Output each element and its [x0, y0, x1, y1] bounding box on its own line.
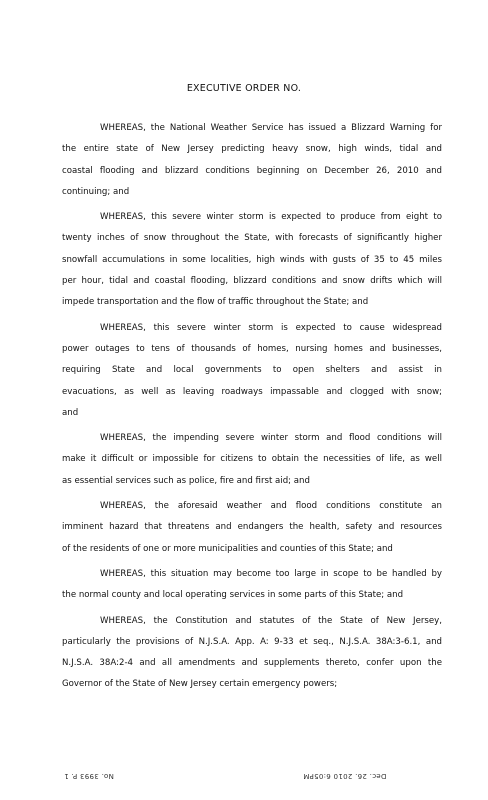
- text-line: N.J.S.A. 38A:2-4 and all amendments and supplements thereto, confer upon the: [62, 658, 442, 669]
- text-line: WHEREAS, the impending severe winter storm and flood conditions will: [100, 433, 442, 444]
- text-line: imminent hazard that threatens and endangers the health, safety and resources: [62, 522, 442, 533]
- text-line: requiring State and local governments to open shelters and assist in: [62, 365, 442, 376]
- text-line: WHEREAS, the aforesaid weather and flood conditions constitute an: [100, 501, 442, 512]
- text-line: Governor of the State of New Jersey certain emergency powers;: [62, 679, 338, 690]
- text-line: WHEREAS, this severe winter storm is expected to cause widespread: [100, 322, 442, 333]
- text-line: the entire state of New Jersey predicting heavy snow, high winds, tidal and: [62, 144, 442, 155]
- whereas-paragraph-4: [62, 428, 442, 492]
- text-line: particularly the provisions of N.J.S.A. App. A: 9-33 et seq., N.J.S.A. 38A:3-6.1, and: [62, 636, 442, 647]
- text-line: continuing; and: [62, 186, 130, 197]
- whereas-paragraph-3: [62, 318, 442, 424]
- whereas-paragraph-6: [62, 564, 442, 607]
- text-line: coastal flooding and blizzard conditions beginning on December 26, 2010 and: [62, 165, 442, 176]
- text-line: evacuations, as well as leaving roadways impassable and clogged with snow;: [62, 386, 442, 397]
- fax-footer-page-number: No. 3993 P. 1: [64, 772, 114, 780]
- text-line: per hour, tidal and coastal flooding, blizzard conditions and snow drifts which will: [62, 276, 442, 287]
- fax-footer-timestamp: Dec. 26. 2010 6:05PM: [303, 772, 387, 780]
- text-line: WHEREAS, this severe winter storm is expected to produce from eight to: [100, 212, 442, 223]
- text-line: of the residents of one or more municipalities and counties of this State; and: [62, 543, 393, 554]
- text-line: make it difficult or impossible for citizens to obtain the necessities of life, as well: [62, 454, 442, 465]
- document-body: [62, 118, 442, 696]
- text-line: and: [62, 407, 79, 418]
- text-line: as essential services such as police, fire and first aid; and: [62, 475, 310, 486]
- whereas-paragraph-2: [62, 207, 442, 313]
- text-line: power outages to tens of thousands of homes, nursing homes and businesses,: [62, 343, 442, 354]
- whereas-paragraph-5: [62, 496, 442, 560]
- text-line: the normal county and local operating services in some parts of this State; and: [62, 590, 404, 601]
- text-line: WHEREAS, the National Weather Service has issued a Blizzard Warning for: [100, 123, 442, 133]
- document-title: EXECUTIVE ORDER NO.: [186, 83, 302, 94]
- text-line: WHEREAS, this situation may become too large in scope to be handled by: [100, 568, 442, 579]
- text-line: twenty inches of snow throughout the State, with forecasts of significantly higher: [62, 233, 442, 244]
- text-line: impede transportation and the flow of traffic throughout the State; and: [62, 297, 369, 308]
- whereas-paragraph-7: [62, 611, 442, 696]
- whereas-paragraph-1: [62, 118, 442, 203]
- text-line: WHEREAS, the Constitution and statutes of the State of New Jersey,: [100, 615, 442, 626]
- text-line: snowfall accumulations in some localities, high winds with gusts of 35 to 45 miles: [62, 254, 442, 265]
